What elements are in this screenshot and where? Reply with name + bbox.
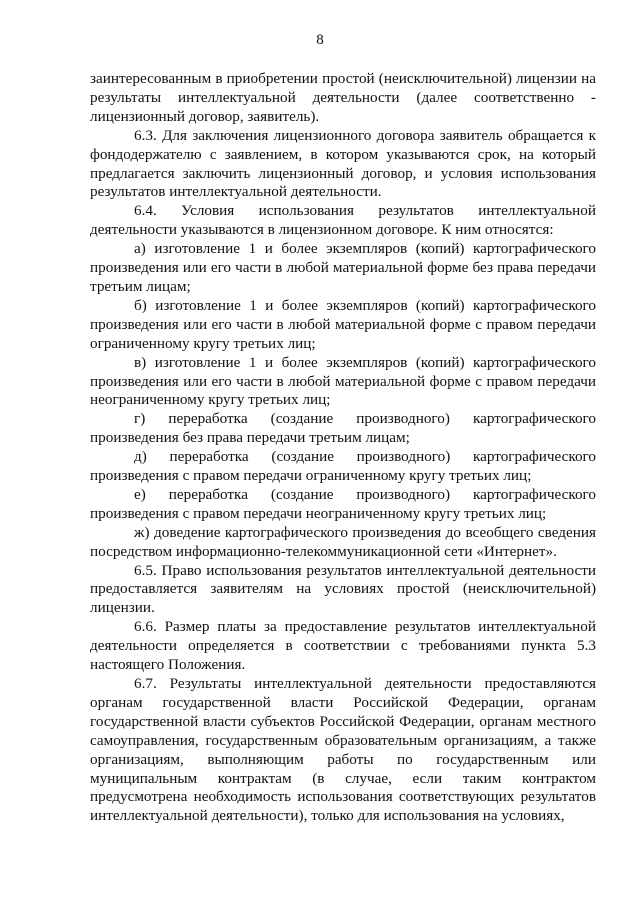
list-item-g: г) переработка (создание производного) картографического произведения без права передачи третьим лицам; xyxy=(90,410,596,447)
paragraph-6-3: 6.3. Для заключения лицензионного договора заявитель обращается к фондодержателю с заявлением, в котором указываются срок, на который предлагается заключить лицензионный договор, и условия использования результатов интеллектуальной деятельности. xyxy=(90,126,596,201)
paragraph-6-7: 6.7. Результаты интеллектуальной деятельности предоставляются органам государственной власти Российской Федерации, органам государственной власти субъектов Российской Федерации, органам местного самоуправления, государственным образовательным организациям, а также организациям, выполняющим работы по государственным или муниципальным контрактам (в случае, если таким контрактом предусмотрена необходимость использования соответствующих результатов интеллектуальной деятельности), только для использования на условиях, xyxy=(90,675,596,825)
paragraph-6-6: 6.6. Размер платы за предоставление результатов интеллектуальной деятельности определяется в соответствии с требованиями пункта 5.3 настоящего Положения. xyxy=(90,618,596,674)
page-number: 8 xyxy=(316,32,324,48)
list-item-e: е) переработка (создание производного) картографического произведения с правом передачи неограниченному кругу третьих лиц; xyxy=(90,485,596,522)
paragraph-6-5: 6.5. Право использования результатов интеллектуальной деятельности предоставляется заявителям на условиях простой (неисключительной) лицензии. xyxy=(90,561,596,617)
paragraph-6-4: 6.4. Условия использования результатов интеллектуальной деятельности указываются в лицензионном договоре. К ним относятся: xyxy=(90,202,596,239)
list-item-zh: ж) доведение картографического произведения до всеобщего сведения посредством информационно-телекоммуникационной сети «Интернет». xyxy=(90,523,596,560)
list-item-v: в) изготовление 1 и более экземпляров (копий) картографического произведения или его части в любой материальной форме с правом передачи неограниченному кругу третьих лиц; xyxy=(90,353,596,409)
paragraph-continuation: заинтересованным в приобретении простой (неисключительной) лицензии на результаты интеллектуальной деятельности (далее соответственно - лицензионный договор, заявитель). xyxy=(90,70,596,125)
list-item-b: б) изготовление 1 и более экземпляров (копий) картографического произведения или его части в любой материальной форме с правом передачи ограниченному кругу третьих лиц; xyxy=(90,296,596,352)
list-item-a: а) изготовление 1 и более экземпляров (копий) картографического произведения или его части в любой материальной форме без права передачи третьим лицам; xyxy=(90,240,596,295)
list-item-d: д) переработка (создание производного) картографического произведения с правом передачи ограниченному кругу третьих лиц; xyxy=(90,448,596,485)
document-body xyxy=(90,70,596,826)
